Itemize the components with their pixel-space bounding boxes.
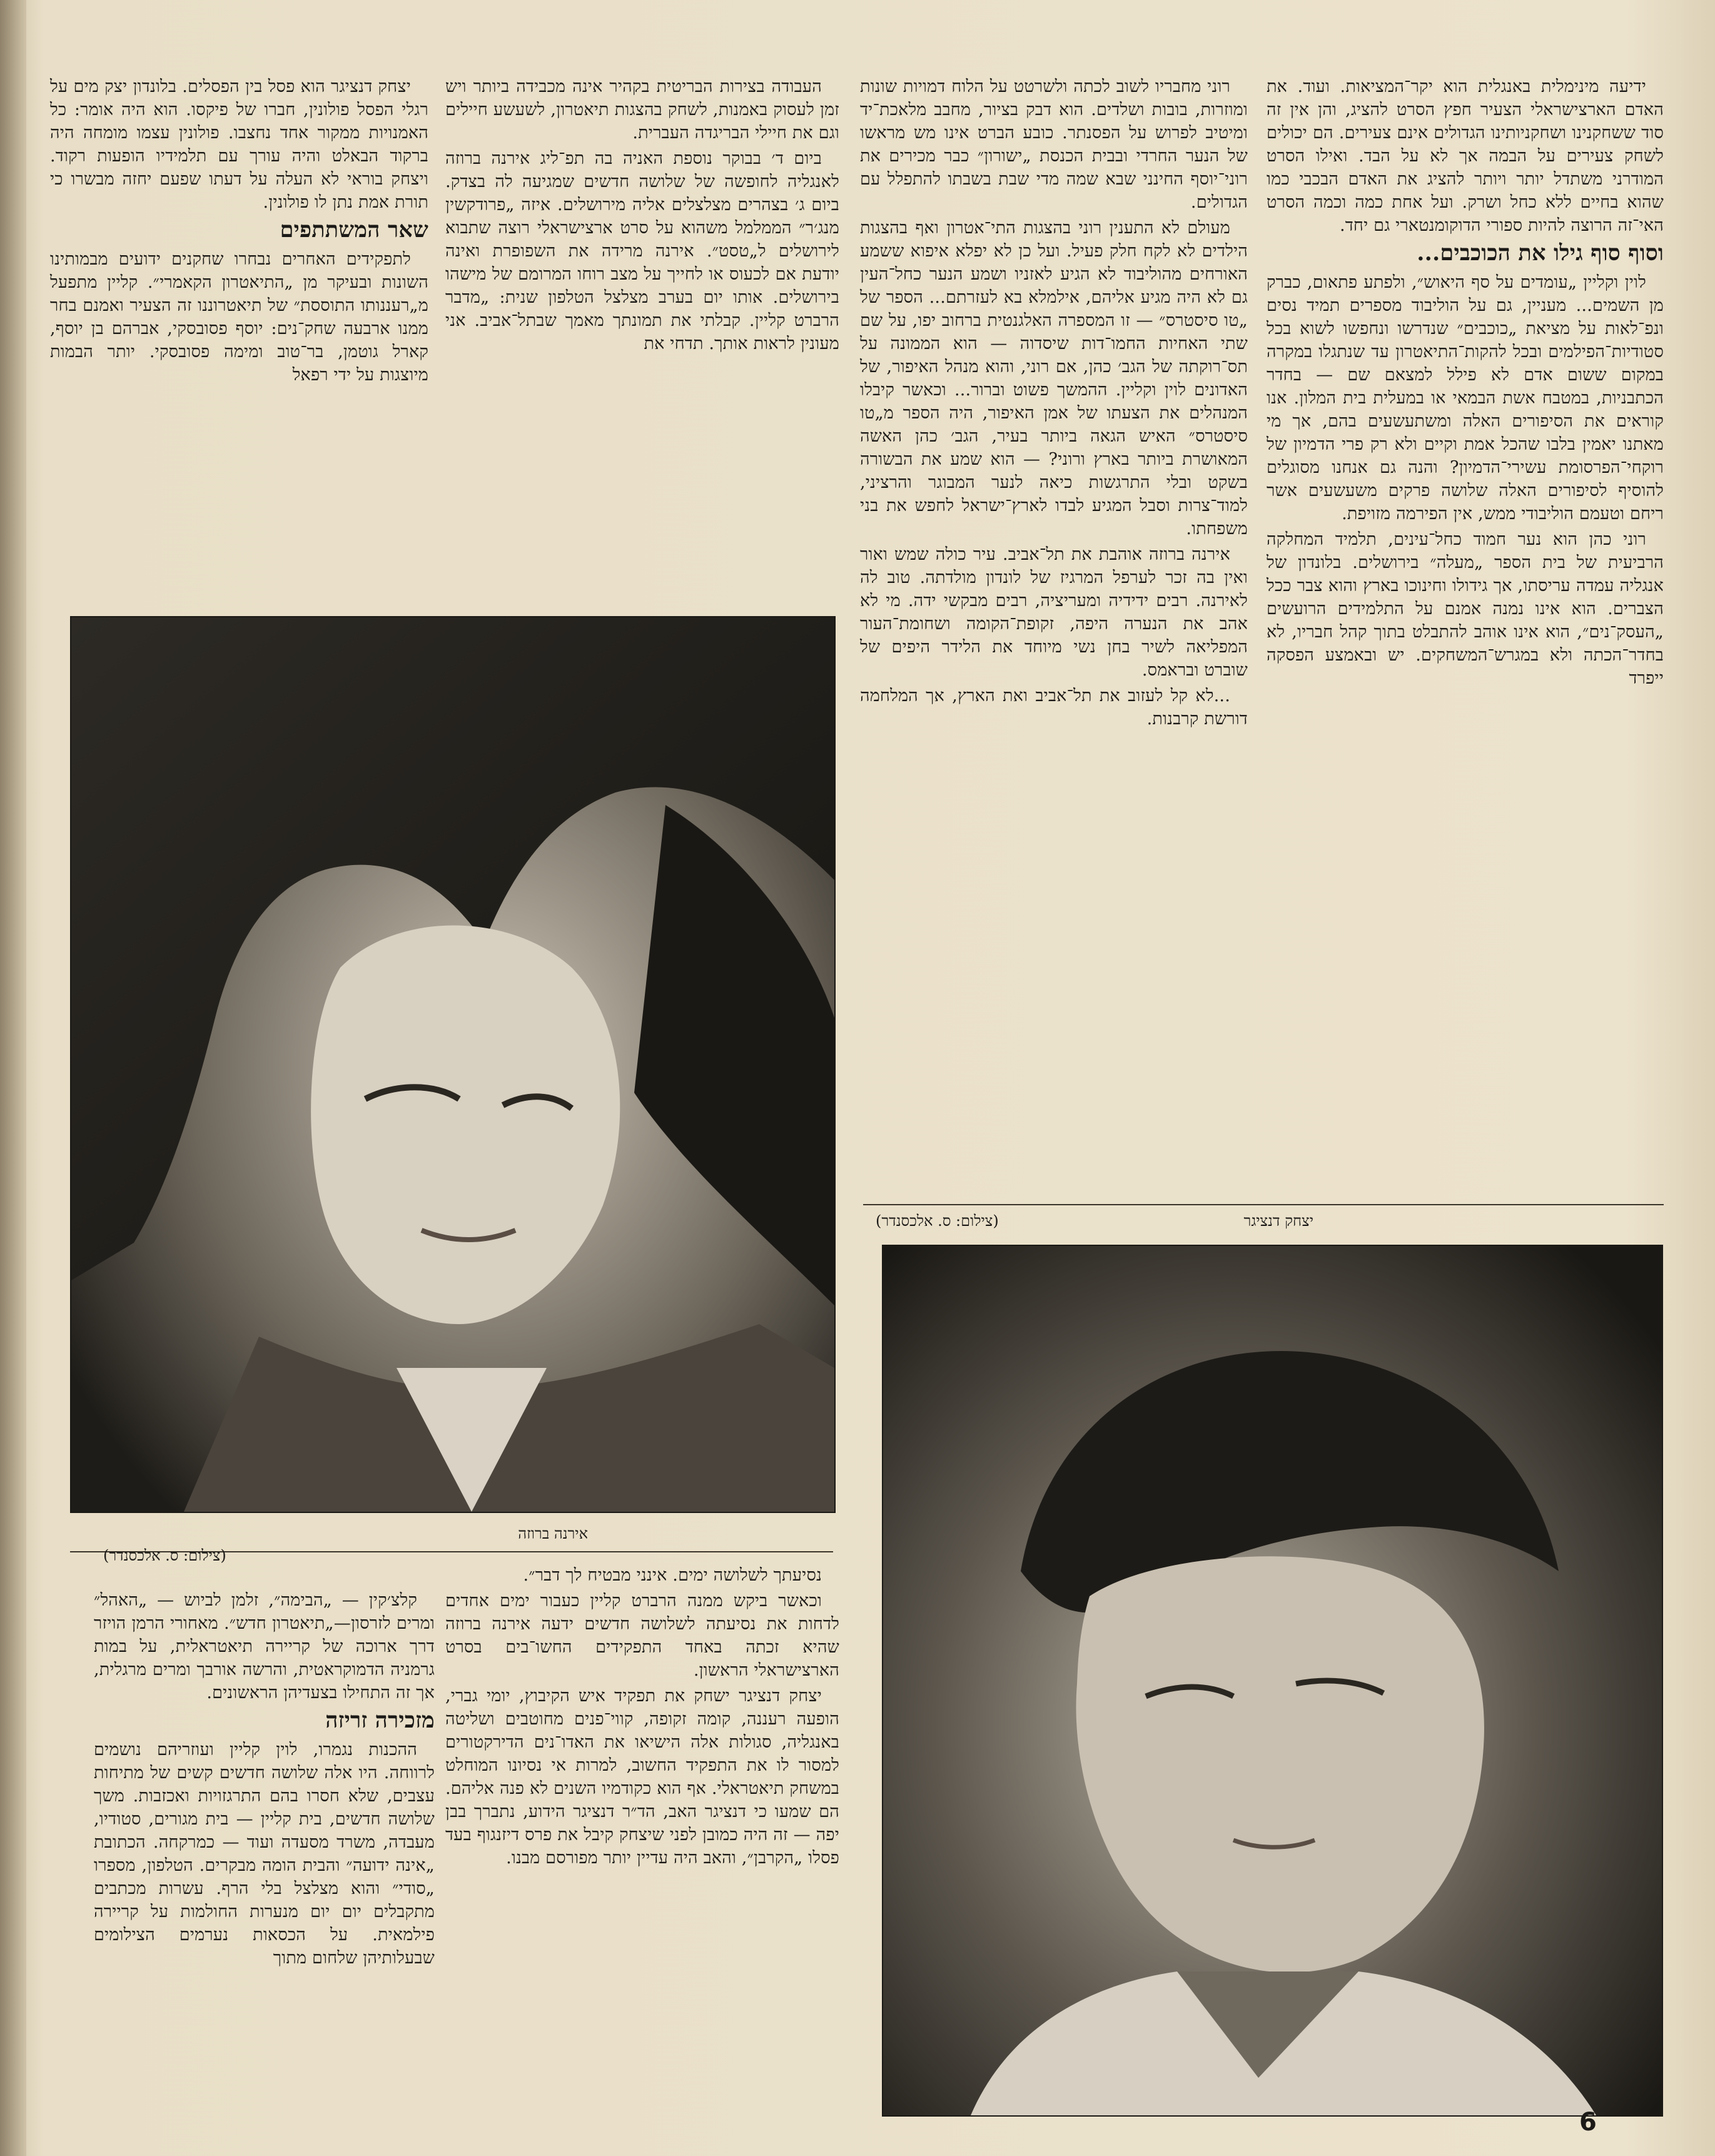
- column-1: [1267, 75, 1664, 1188]
- column-5: [445, 1564, 839, 2127]
- yitzhak-caption-name: יצחק דנציגר: [1243, 1212, 1313, 1230]
- article-paragraph: רוני כהן הוא נער חמוד כחל־עינים, תלמיד המחלקה הרביעית של בית הספר „מעלה״ בירושלים. בלונדון של אנגליה עמדה עריסתו, אך גידולו וחינוכו בארץ והוא צבר ככל הצברים. הוא אינו נמנה אמנם על התלמידים הרועשים „העסק־נים״, הוא אינו אוהב להתבלט בתוך קהל חבריו, לא בחדר־הכתה ולא במגרש־המשחקים. יש ובאמצע הפסקה ייפרד: [1267, 530, 1664, 688]
- article-paragraph: יצחק דנציגר ישחק את תפקיד איש הקיבוץ, יומי גברי, הופעה רעננה, קומה זקופה, קווי־פנים מחוטבים ושליטה באנגליה, סגולות אלה הישיאו את האדו־נים הדירקטורים למסור לו את התפקיד החשוב, למרות אי נסיונו המוחלט במשחק תיאטראלי. אף הוא כקודמיו השנים לא פנה אליהם. הם שמעו כי דנציגר האב, הד״ר דנציגר הידוע, נתברך בבן יפה — זה היה כמובן לפני שיצחק קיבל את פרס דיזנגוף בעד פסלו „הקרבן״, והאב היה עדיין יותר מפורסם מבנו.: [445, 1686, 839, 1868]
- yitzhak-caption-credit: (צילום: ס. אלכסנדר): [876, 1212, 999, 1230]
- irena-caption-name: אירנה ברוזה: [518, 1525, 588, 1542]
- yitzhak-caption-rule: [863, 1204, 1664, 1205]
- article-paragraph: וכאשר ביקש ממנה הרברט קליין כעבור ימים אחדים לדחות את נסיעתה לשלושה חדשים ידעה אירנה ברוזה שהיא זכתה באחד התפקידים החשו־בים בסרט הארצישראלי הראשון.: [445, 1591, 839, 1680]
- section-heading: מזכירה זריזה: [325, 1708, 435, 1733]
- article-paragraph: העבודה בצירות הבריטית בקהיר אינה מכבידה ביותר ויש זמן לעסוק באמנות, לשחק בהצגות תיאטרון, לשעשע חיילים וגם את חיילי הבריגדה העברית.: [445, 77, 839, 143]
- column-4: [50, 75, 428, 613]
- article-paragraph: רוני מחבריו לשוב לכתה ולשרטט על הלוח דמויות שונות ומוזרות, בובות ושלדים. הוא דבק בציור, מחבב מלאכת־יד ומיטיב לפרוש על הפסנתר. כובע הברט אינו מש מראשו של הנער החרדי ובבית הכנסת „ישורון״ כבר מכירים את רוני־יוסף החינני שבא שמה מדי שבת בשבתו להתפלל עם הגדולים.: [860, 77, 1248, 212]
- article-paragraph: קלצ׳קין — „הבימה״, זלמן לביוש — „האהל״ ומרים לזרסון—„תיאטרון חדש״. מאחורי הרמן הויזר דרך ארוכה של קריירה תיאטראלית, על במות גרמניה הדמוקראטית, והרשה אורבך ומרים מרגלית, אך זה התחילו בצעדיהן הראשונים.: [94, 1591, 435, 1703]
- binding-spine: [0, 0, 26, 2156]
- article-paragraph: אירנה ברוזה אוהבת את תל־אביב. עיר כולה שמש ואור ואין בה זכר לערפל המרגיז של לונדון מולדתה. טוב לה לאירנה. רבים ידידיה ומעריציה, רבים מבקשי ידה. מי לא אהב את הנערה היפה, זקופת־הקומה ושחומת־העור המפליאה לשיר בחן נשי מיוחד את הלידר היפים של שוברט ובראמס.: [860, 545, 1248, 680]
- page-number: 6: [1579, 2108, 1597, 2137]
- column-2: [860, 75, 1248, 1207]
- irena-portrait-image: [71, 617, 834, 1512]
- article-paragraph: ...לא קל לעזוב את תל־אביב ואת הארץ, אך המלחמה דורשת קרבנות.: [860, 686, 1248, 729]
- article-paragraph: מעולם לא התענין רוני בהצגות התי־אטרון ואף בהצגות הילדים לא לקח חלק פעיל. ועל כן לא יפלא איפוא ששמע האורחים מהוליבוד לא הגיע לאזניו ושמע הנער כחל־העין גם לא היה מגיע אליהם, אילמלא בא לעזרתם... הספר של „טו סיסטרס״ — זו המספרה האלגנטית ברחוב יפו, על שם שתי האחיות החמו־דות שיסדוה — הוא הממונה על תס־רוקתה של הגב׳ כהן, אם רוני, והוא מנהל האיפור, של האדונים לוין וקליין. ההמשך פשוט וברור... וכאשר קיבלו המנהלים את הצעתו של אמן האיפור, היה הספר מ„טו סיסטרס״ האיש הגאה ביותר בעיר, הגב׳ כהן האשה המאושרת ביותר בארץ ורוני? — הוא שמע את הבשורה בשקט ובלי התרגשות כיאה לנער המבוגר והרציני, למוד־צרות וסבל המגיע לבדו לארץ־ישראל לחפש את בני משפחתו.: [860, 218, 1248, 539]
- irena-photo: [70, 616, 836, 1513]
- article-paragraph: לתפקידים האחרים נבחרו שחקנים ידועים מבמותינו השונות ובעיקר מן „התיאטרון הקאמרי״. קליין מתפעל מ„רעננותו התוססת״ של תיאטרוננו זה הצעיר ואמנם בחר ממנו ארבעה שחק־נים: יוסף פסובסקי, אברהם בן יוסף, קארל גוטמן, בר־טוב ומימה פסובסקי. יותר הבמות מיוצגות על ידי רפאל: [50, 250, 428, 385]
- irena-caption-credit: (צילום: ס. אלכסנדר): [103, 1547, 226, 1564]
- section-heading: וסוף סוף גילו את הכוכבים...: [1417, 240, 1664, 266]
- article-paragraph: יצחק דנציגר הוא פסל בין הפסלים. בלונדון יצק מים על רגלי הפסל פולונין, חברו של פיקסו. הוא היה אומר: כל האמנויות ממקור אחד נחצבו. פולונין עצמו מומחה היה ברקוד הבאלט והיה עורך עם תלמידיו הופעות רקוד. ויצחק בוראי לא העלה על דעתו שפעם יחזה מבשרו כי תורת אמת נתן לו פולונין.: [50, 77, 428, 212]
- article-paragraph: ביום ד׳ בבוקר נוספת האניה בה תפ־ליג אירנה ברוזה לאנגליה לחופשה של שלושה חדשים שמגיעה לה בצדק. ביום ג׳ בצהרים מצלצלים אליה מירושלים. איזה „פרודקשין מנג׳ר״ הממלמל משהוא על סרט ארצישראלי רוצה שתבוא לירושלים ל„טסט״. אירנה מרידה את השפופרת ואינה יודעת אם לכעוס או לחייך על מצב רוחו המרומם של מישהו בירושלים. אותו יום בערב מצלצל הטלפון שנית: „מדבר הרברט קליין. קבלתי את תמונתך מאמך שבתל־אביב. אני מעונין לראות אותך. תדחי את: [445, 149, 839, 353]
- column-6: [94, 1589, 435, 2152]
- section-heading: שאר המשתתפים: [280, 217, 428, 243]
- column-3: [445, 75, 839, 607]
- article-paragraph: ידיעה מינימלית באנגלית הוא יקר־המציאות. ועוד. את האדם הארצישראלי הצעיר חפץ הסרט להציג, והן אין זה סוד ששחקנינו ושחקניותינו הגדולים אינם צעירים. הם יכולים לשחק צעירים על הבמה אך לא על הבד. ואילו הסרט המודרני משתדל יותר ויותר להציג את האדם הבכבי כמו שהוא בחיים ללא כחל ושרק. ועל אחת כמה וכמה הסרט האי־זה הרוצה להיות ספורי הדוקומנטארי גם יחד.: [1267, 77, 1664, 235]
- article-paragraph: ההכנות נגמרו, לוין קליין ועוזריהם נושמים לרווחה. היו אלה שלושה חדשים קשים של מתיחות עצבים, שלא חסרו בהם התרגזויות ואכזבות. משך שלושה חדשים, בית קליין — בית מגורים, סטודיו, מעבדה, משרד מסעדה ועוד — כמרקחה. הכתובת „אינה ידועה״ והבית הומה מבקרים. הטלפון, מספרו „סודי״ והוא מצלצל בלי הרף. עשרות מכתבים מתקבלים יום יום מנערות החולמות על קריירה פילמאית. על הכסאות נערמים הצילומים שבעלותיהן שלחום מתוך: [94, 1740, 435, 1968]
- yitzhak-photo: [882, 1245, 1663, 2117]
- article-paragraph: לוין וקליין „עומדים על סף היאוש״, ולפתע פתאום, כברק מן השמים... מעניין, גם על הוליבוד מספרים תמיד נסים ונפ־לאות על מציאת „כוכבים״ שנדרשו ונחפשו לשוא בכל סטודיות־הפילמים ובכל להקות־התיאטרון עד שנתגלו במקרה במקום ששום אדם לא פילל למצאם שם — בחדר הכתבניות, במטבח אשת הבמאי או במעלית בית המלון. אנו קוראים את הסיפורים האלה ומשתעשעים בהם, אך מי מאתנו יאמין בלבו שהכל אמת וקיים ולא רק פרי הדמיון של רוקחי־הפרסומת עשירי־הדמיון? והנה גם אנחנו מסוגלים להוסיף לסיפורים האלה שלושה פרקים משעשעים אשר ריחם וטעמם הוליבודי ממש, אין הפירמה מזויפת.: [1267, 273, 1664, 524]
- yitzhak-portrait-image: [883, 1246, 1662, 2115]
- article-paragraph: נסיעתך לשלושה ימים. אינני מבטיח לך דבר״.: [523, 1566, 822, 1585]
